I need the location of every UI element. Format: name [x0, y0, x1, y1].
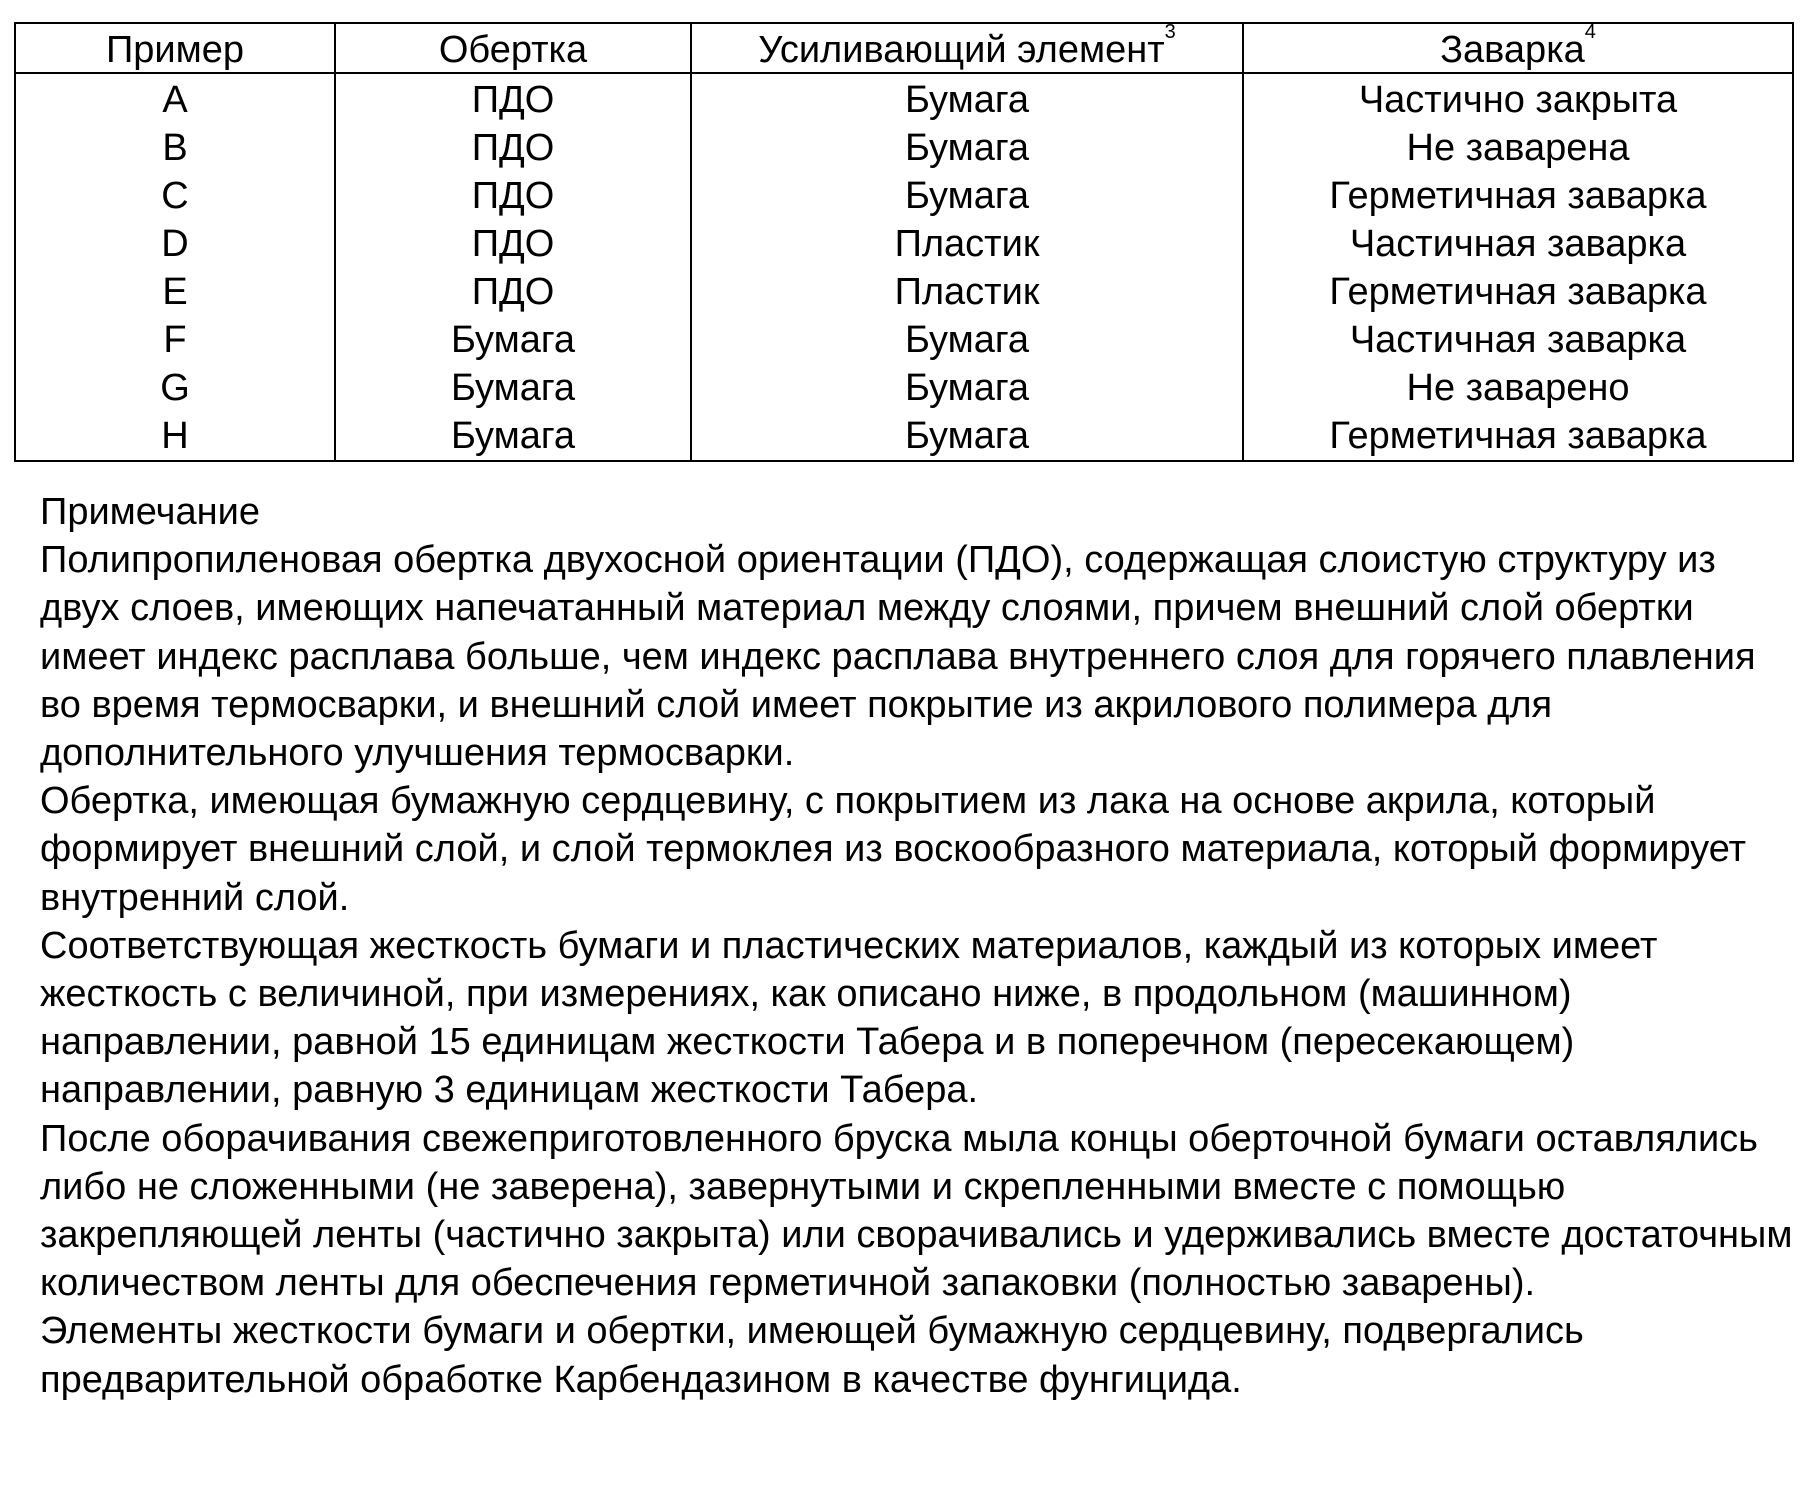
cell-stiffening-element: Бумага	[691, 412, 1243, 461]
table-row	[15, 412, 1793, 461]
cell-stiffening-element: Пластик	[691, 268, 1243, 316]
cell-wrapper: ПДО	[335, 124, 691, 172]
header-example: Пример	[15, 23, 335, 73]
cell-wrapper: Бумага	[335, 364, 691, 412]
cell-wrapper: ПДО	[335, 73, 691, 124]
note-paragraph-paper-core: Обертка, имеющая бумажную сердцевину, с покрытием из лака на основе акрила, который формирует внешний слой, и слой термоклея из воскообразного материала, который формирует внутренний слой.	[40, 780, 1747, 919]
table-row	[15, 124, 1793, 172]
cell-seal: Не заварено	[1243, 364, 1793, 412]
cell-seal: Частично закрыта	[1243, 73, 1793, 124]
cell-wrapper: ПДО	[335, 268, 691, 316]
cell-example: D	[15, 220, 335, 268]
table-row	[15, 364, 1793, 412]
cell-example: F	[15, 316, 335, 364]
cell-example: C	[15, 172, 335, 220]
cell-stiffening-element: Бумага	[691, 73, 1243, 124]
cell-wrapper: Бумага	[335, 316, 691, 364]
header-seal: Заварка$^4$	[1243, 23, 1793, 73]
cell-stiffening-element: Бумага	[691, 124, 1243, 172]
header-stiffening-element: Усиливающий элемент$^3$	[691, 23, 1243, 73]
cell-stiffening-element: Бумага	[691, 316, 1243, 364]
footnote-ref-3: 3	[1164, 21, 1176, 43]
cell-stiffening-element: Бумага	[691, 364, 1243, 412]
cell-wrapper: Бумага	[335, 412, 691, 461]
cell-stiffening-element: Бумага	[691, 172, 1243, 220]
footnote-ref-4: 4	[1584, 21, 1596, 43]
cell-example: A	[15, 73, 335, 124]
notes-title: Примечание	[40, 491, 260, 533]
table-row	[15, 268, 1793, 316]
cell-seal: Частичная заварка	[1243, 220, 1793, 268]
cell-example: H	[15, 412, 335, 461]
cell-seal: Герметичная заварка	[1243, 412, 1793, 461]
note-paragraph-bopp: Полипропиленовая обертка двухосной ориентации (ПДО), содержащая слоистую структуру из двух слоев, имеющих напечатанный материал между слоями, причем внешний слой обертки имеет индекс расплава больше, чем индекс расплава внутреннего слоя для горячего плавления во время термосварки, и внешний слой имеет покрытие из акрилового полимера для дополнительного улучшения термосварки.	[40, 539, 1756, 775]
note-paragraph-stiffness: Соответствующая жесткость бумаги и пластических материалов, каждый из которых имеет жесткость с величиной, при измерениях, как описано ниже, в продольном (машинном) направлении, равной 15 единицам жесткости Табера и в поперечном (пересекающем) направлении, равную 3 единицам жесткости Табера.	[40, 924, 1658, 1112]
cell-wrapper: ПДО	[335, 220, 691, 268]
cell-example: B	[15, 124, 335, 172]
cell-seal: Герметичная заварка	[1243, 172, 1793, 220]
cell-stiffening-element: Пластик	[691, 220, 1243, 268]
table-row	[15, 172, 1793, 220]
notes-section	[40, 488, 1800, 1404]
cell-seal: Герметичная заварка	[1243, 268, 1793, 316]
cell-seal: Не заварена	[1243, 124, 1793, 172]
table-row	[15, 220, 1793, 268]
note-paragraph-sealing: После оборачивания свежеприготовленного бруска мыла концы оберточной бумаги оставлялись либо не сложенными (не заверена), завернутыми и скрепленными вместе с помощью закрепляющей ленты (частично закрыта) или сворачивались и удерживались вместе достаточным количеством ленты для обеспечения герметичной запаковки (полностью заварены).	[40, 1117, 1793, 1305]
cell-example: G	[15, 364, 335, 412]
cell-example: E	[15, 268, 335, 316]
cell-seal: Частичная заварка	[1243, 316, 1793, 364]
table-row	[15, 73, 1793, 124]
table-header-row	[15, 23, 1793, 73]
table-row	[15, 316, 1793, 364]
note-paragraph-fungicide: Элементы жесткости бумаги и обертки, имеющей бумажную сердцевину, подвергались предварительной обработке Карбендазином в качестве фунгицида.	[40, 1310, 1584, 1401]
header-wrapper: Обертка	[335, 23, 691, 73]
results-table	[14, 22, 1794, 462]
cell-wrapper: ПДО	[335, 172, 691, 220]
